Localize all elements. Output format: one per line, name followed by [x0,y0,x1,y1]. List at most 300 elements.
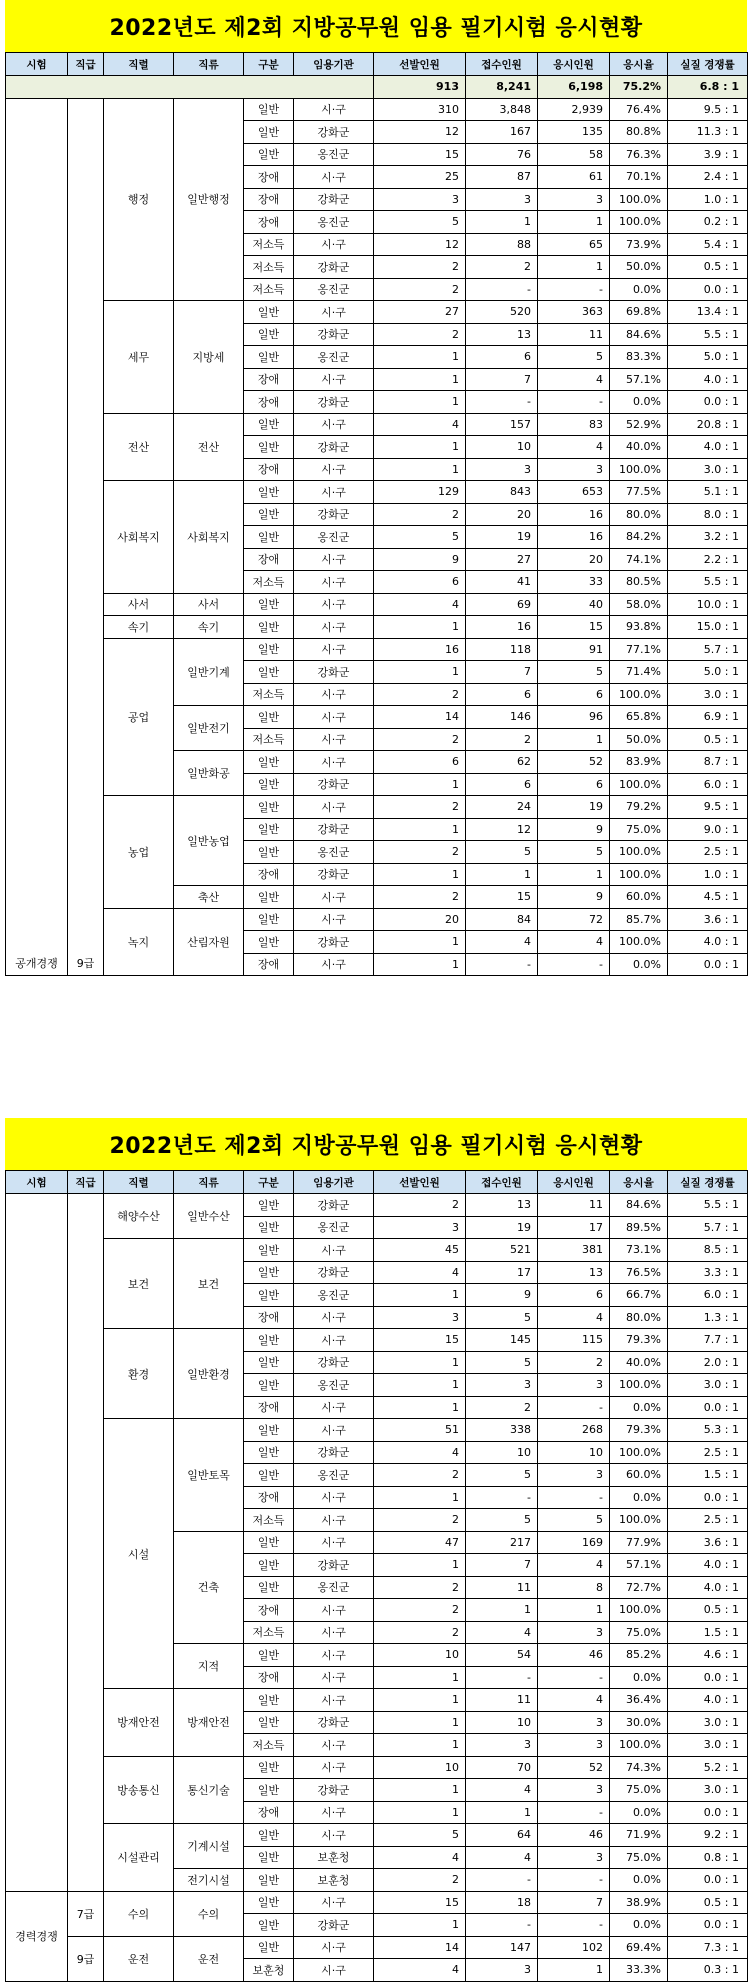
comp-cell: 0.8 : 1 [668,1846,748,1869]
att-cell: - [538,953,610,976]
sel-cell: 15 [374,1891,466,1914]
series-group-cell: 전산 [104,413,174,481]
type-cell: 일반 [244,526,294,549]
app-cell: 7 [466,368,538,391]
type-cell: 장애 [244,548,294,571]
agency-cell: 시·구 [294,1329,374,1352]
agency-cell: 시·구 [294,571,374,594]
sel-cell: 4 [374,1959,466,1982]
type-cell: 일반 [244,1441,294,1464]
agency-cell: 시·구 [294,1756,374,1779]
type-cell: 일반 [244,413,294,436]
rate-cell: 52.9% [610,413,668,436]
type-cell: 저소득 [244,1621,294,1644]
att-cell: 11 [538,1194,610,1217]
agency-cell: 시·구 [294,458,374,481]
app-cell: 9 [466,1284,538,1307]
table-row [6,98,748,121]
sheet-1 [5,0,747,976]
type-cell: 일반 [244,1329,294,1352]
sel-cell: 2 [374,256,466,279]
att-cell: - [538,1801,610,1824]
app-cell: 521 [466,1239,538,1262]
rate-cell: 85.2% [610,1644,668,1667]
agency-cell: 시·구 [294,886,374,909]
comp-cell: 2.5 : 1 [668,1441,748,1464]
app-cell: 2 [466,728,538,751]
type-cell: 장애 [244,1599,294,1622]
agency-cell: 시·구 [294,683,374,706]
total-sel: 913 [374,76,466,99]
att-cell: 46 [538,1644,610,1667]
app-cell: 4 [466,1779,538,1802]
rate-cell: 75.0% [610,1621,668,1644]
type-cell: 일반 [244,616,294,639]
exam-group-cell [6,1194,68,1892]
rate-cell: 65.8% [610,706,668,729]
comp-cell: 5.3 : 1 [668,1419,748,1442]
agency-cell: 시·구 [294,548,374,571]
class-group-cell: 전기시설 [174,1869,244,1892]
grade-group-cell: 9급 [68,1936,104,1981]
app-cell: 520 [466,301,538,324]
comp-cell: 0.0 : 1 [668,391,748,414]
sel-cell: 14 [374,1936,466,1959]
att-cell: - [538,1869,610,1892]
att-cell: 4 [538,368,610,391]
rate-cell: 84.6% [610,1194,668,1217]
total-row [6,76,748,99]
type-cell: 일반 [244,346,294,369]
app-cell: - [466,1869,538,1892]
sel-cell: 129 [374,481,466,504]
agency-cell: 옹진군 [294,211,374,234]
agency-cell: 시·구 [294,1666,374,1689]
att-cell: 653 [538,481,610,504]
att-cell: 9 [538,886,610,909]
comp-cell: 5.0 : 1 [668,661,748,684]
total-rate: 75.2% [610,76,668,99]
att-cell: 3 [538,1711,610,1734]
comp-cell: 0.0 : 1 [668,1869,748,1892]
class-group-cell: 지방세 [174,301,244,414]
header-applied: 접수인원 [466,53,538,76]
rate-cell: 100.0% [610,683,668,706]
type-cell: 장애 [244,1486,294,1509]
type-cell: 일반 [244,481,294,504]
comp-cell: 8.0 : 1 [668,503,748,526]
att-cell: 115 [538,1329,610,1352]
agency-cell: 시·구 [294,1621,374,1644]
agency-cell: 강화군 [294,863,374,886]
type-cell: 일반 [244,1936,294,1959]
sel-cell: 2 [374,796,466,819]
sel-cell: 2 [374,683,466,706]
agency-cell: 강화군 [294,121,374,144]
type-cell: 저소득 [244,278,294,301]
app-cell: 62 [466,751,538,774]
app-cell: 6 [466,773,538,796]
app-cell: 217 [466,1531,538,1554]
class-group-cell: 속기 [174,616,244,639]
agency-cell: 강화군 [294,818,374,841]
sel-cell: 3 [374,1216,466,1239]
sel-cell: 4 [374,413,466,436]
app-cell: - [466,1914,538,1937]
att-cell: 11 [538,323,610,346]
sel-cell: 310 [374,98,466,121]
exam-status-table [5,52,748,976]
sel-cell: 12 [374,233,466,256]
rate-cell: 100.0% [610,841,668,864]
att-cell: 5 [538,841,610,864]
sel-cell: 1 [374,1734,466,1757]
agency-cell: 강화군 [294,436,374,459]
comp-cell: 5.7 : 1 [668,638,748,661]
att-cell: 58 [538,143,610,166]
comp-cell: 6.0 : 1 [668,773,748,796]
comp-cell: 0.0 : 1 [668,1486,748,1509]
rate-cell: 100.0% [610,931,668,954]
agency-cell: 시·구 [294,1599,374,1622]
comp-cell: 3.0 : 1 [668,683,748,706]
type-cell: 장애 [244,458,294,481]
series-group-cell: 농업 [104,796,174,909]
comp-cell: 2.5 : 1 [668,1509,748,1532]
sel-cell: 10 [374,1644,466,1667]
rate-cell: 93.8% [610,616,668,639]
sheet-2 [5,1118,747,1982]
type-cell: 저소득 [244,683,294,706]
class-group-cell: 일반수산 [174,1194,244,1239]
app-cell: 11 [466,1576,538,1599]
sel-cell: 15 [374,1329,466,1352]
type-cell: 일반 [244,1576,294,1599]
agency-cell: 시·구 [294,1891,374,1914]
att-cell: 16 [538,503,610,526]
app-cell: 3,848 [466,98,538,121]
rate-cell: 72.7% [610,1576,668,1599]
table-row [6,1194,748,1217]
comp-cell: 13.4 : 1 [668,301,748,324]
rate-cell: 0.0% [610,953,668,976]
sel-cell: 1 [374,391,466,414]
app-cell: 338 [466,1419,538,1442]
rate-cell: 80.5% [610,571,668,594]
sel-cell: 1 [374,1351,466,1374]
header-type: 구분 [244,1171,294,1194]
comp-cell: 3.0 : 1 [668,458,748,481]
att-cell: 3 [538,1779,610,1802]
series-group-cell: 방재안전 [104,1689,174,1757]
type-cell: 저소득 [244,233,294,256]
class-group-cell: 수의 [174,1891,244,1936]
att-cell: 3 [538,1734,610,1757]
sel-cell: 3 [374,188,466,211]
sel-cell: 2 [374,323,466,346]
agency-cell: 시·구 [294,1644,374,1667]
agency-cell: 강화군 [294,1261,374,1284]
app-cell: 5 [466,1351,538,1374]
header-rate: 응시율 [610,53,668,76]
sel-cell: 16 [374,638,466,661]
sel-cell: 2 [374,1576,466,1599]
app-cell: 6 [466,683,538,706]
agency-cell: 시·구 [294,728,374,751]
sel-cell: 12 [374,121,466,144]
comp-cell: 3.9 : 1 [668,143,748,166]
rate-cell: 69.8% [610,301,668,324]
type-cell: 일반 [244,1531,294,1554]
att-cell: 2 [538,1351,610,1374]
rate-cell: 36.4% [610,1689,668,1712]
app-cell: 5 [466,1464,538,1487]
type-cell: 일반 [244,143,294,166]
rate-cell: 33.3% [610,1959,668,1982]
comp-cell: 7.7 : 1 [668,1329,748,1352]
agency-cell: 시·구 [294,1734,374,1757]
comp-cell: 0.0 : 1 [668,953,748,976]
sel-cell: 1 [374,616,466,639]
comp-cell: 5.1 : 1 [668,481,748,504]
agency-cell: 시·구 [294,1239,374,1262]
rate-cell: 60.0% [610,886,668,909]
att-cell: 65 [538,233,610,256]
comp-cell: 3.0 : 1 [668,1779,748,1802]
rate-cell: 77.1% [610,638,668,661]
agency-cell: 시·구 [294,233,374,256]
att-cell: 268 [538,1419,610,1442]
agency-cell: 보훈청 [294,1846,374,1869]
type-cell: 일반 [244,638,294,661]
type-cell: 일반 [244,301,294,324]
app-cell: 24 [466,796,538,819]
app-cell: 5 [466,841,538,864]
att-cell: 15 [538,616,610,639]
rate-cell: 100.0% [610,1509,668,1532]
class-group-cell: 기계시설 [174,1824,244,1869]
app-cell: 10 [466,436,538,459]
comp-cell: 2.4 : 1 [668,166,748,189]
class-group-cell: 일반농업 [174,796,244,886]
agency-cell: 강화군 [294,1914,374,1937]
sel-cell: 1 [374,368,466,391]
series-group-cell: 공업 [104,638,174,796]
app-cell: - [466,1486,538,1509]
type-cell: 보훈청 [244,1959,294,1982]
agency-cell: 시·구 [294,908,374,931]
agency-cell: 시·구 [294,1419,374,1442]
table-row [6,796,748,819]
att-cell: 3 [538,188,610,211]
sel-cell: 2 [374,1599,466,1622]
att-cell: 7 [538,1891,610,1914]
class-group-cell: 일반기계 [174,638,244,706]
sel-cell: 47 [374,1531,466,1554]
rate-cell: 70.1% [610,166,668,189]
att-cell: 381 [538,1239,610,1262]
rate-cell: 58.0% [610,593,668,616]
type-cell: 장애 [244,953,294,976]
rate-cell: 100.0% [610,863,668,886]
agency-cell: 강화군 [294,661,374,684]
header-grade: 직급 [68,53,104,76]
series-group-cell: 방송통신 [104,1756,174,1824]
app-cell: 87 [466,166,538,189]
rate-cell: 100.0% [610,1441,668,1464]
class-group-cell: 보건 [174,1239,244,1329]
rate-cell: 100.0% [610,1599,668,1622]
rate-cell: 80.8% [610,121,668,144]
comp-cell: 3.0 : 1 [668,1711,748,1734]
app-cell: 17 [466,1261,538,1284]
comp-cell: 0.3 : 1 [668,1959,748,1982]
type-cell: 장애 [244,211,294,234]
comp-cell: 0.0 : 1 [668,1801,748,1824]
header-exam: 시험 [6,53,68,76]
comp-cell: 5.0 : 1 [668,346,748,369]
comp-cell: 4.0 : 1 [668,368,748,391]
att-cell: 1 [538,863,610,886]
app-cell: 5 [466,1306,538,1329]
comp-cell: 2.0 : 1 [668,1351,748,1374]
type-cell: 장애 [244,1666,294,1689]
sel-cell: 6 [374,571,466,594]
app-cell: - [466,278,538,301]
app-cell: 84 [466,908,538,931]
type-cell: 일반 [244,1846,294,1869]
app-cell: 1 [466,863,538,886]
rate-cell: 76.5% [610,1261,668,1284]
rate-cell: 100.0% [610,773,668,796]
sel-cell: 1 [374,1396,466,1419]
series-group-cell: 사서 [104,593,174,616]
header-type: 구분 [244,53,294,76]
series-group-cell: 시설 [104,1419,174,1689]
rate-cell: 0.0% [610,278,668,301]
comp-cell: 3.0 : 1 [668,1734,748,1757]
sel-cell: 2 [374,1464,466,1487]
series-group-cell: 세무 [104,301,174,414]
app-cell: 3 [466,188,538,211]
comp-cell: 4.0 : 1 [668,1554,748,1577]
comp-cell: 0.0 : 1 [668,1396,748,1419]
app-cell: 27 [466,548,538,571]
agency-cell: 시·구 [294,638,374,661]
comp-cell: 8.7 : 1 [668,751,748,774]
att-cell: 72 [538,908,610,931]
app-cell: 88 [466,233,538,256]
rate-cell: 71.9% [610,1824,668,1847]
comp-cell: 2.5 : 1 [668,841,748,864]
att-cell: 1 [538,1959,610,1982]
comp-cell: 0.2 : 1 [668,211,748,234]
agency-cell: 옹진군 [294,1216,374,1239]
att-cell: 169 [538,1531,610,1554]
class-group-cell: 일반환경 [174,1329,244,1419]
rate-cell: 100.0% [610,188,668,211]
type-cell: 일반 [244,1261,294,1284]
agency-cell: 강화군 [294,391,374,414]
agency-cell: 시·구 [294,1509,374,1532]
agency-cell: 강화군 [294,503,374,526]
app-cell: 20 [466,503,538,526]
class-group-cell: 사서 [174,593,244,616]
type-cell: 장애 [244,1396,294,1419]
type-cell: 장애 [244,188,294,211]
att-cell: 5 [538,1509,610,1532]
comp-cell: 5.5 : 1 [668,1194,748,1217]
table-row [6,1756,748,1779]
agency-cell: 강화군 [294,188,374,211]
sel-cell: 4 [374,1441,466,1464]
agency-cell: 강화군 [294,1194,374,1217]
sel-cell: 10 [374,1756,466,1779]
type-cell: 일반 [244,436,294,459]
comp-cell: 3.6 : 1 [668,1531,748,1554]
total-comp: 6.8 : 1 [668,76,748,99]
class-group-cell: 축산 [174,886,244,909]
total-app: 8,241 [466,76,538,99]
sel-cell: 2 [374,1509,466,1532]
app-cell: 19 [466,1216,538,1239]
app-cell: 7 [466,1554,538,1577]
comp-cell: 5.4 : 1 [668,233,748,256]
sheet-title: 2022년도 제2회 지방공무원 임용 필기시험 응시현황 [5,0,747,52]
att-cell: 135 [538,121,610,144]
header-agency: 임용기관 [294,53,374,76]
rate-cell: 80.0% [610,503,668,526]
agency-cell: 옹진군 [294,1284,374,1307]
att-cell: 4 [538,1689,610,1712]
type-cell: 일반 [244,1194,294,1217]
att-cell: 19 [538,796,610,819]
app-cell: 13 [466,323,538,346]
header-class: 직류 [174,53,244,76]
sel-cell: 1 [374,1779,466,1802]
att-cell: 3 [538,1464,610,1487]
rate-cell: 100.0% [610,1374,668,1397]
type-cell: 일반 [244,931,294,954]
type-cell: 일반 [244,1351,294,1374]
sel-cell: 5 [374,211,466,234]
agency-cell: 시·구 [294,706,374,729]
app-cell: 16 [466,616,538,639]
header-selected: 선발인원 [374,1171,466,1194]
rate-cell: 79.3% [610,1419,668,1442]
att-cell: - [538,1396,610,1419]
type-cell: 일반 [244,1711,294,1734]
att-cell: 102 [538,1936,610,1959]
header-selected: 선발인원 [374,53,466,76]
comp-cell: 4.0 : 1 [668,436,748,459]
sel-cell: 1 [374,1374,466,1397]
series-group-cell: 사회복지 [104,481,174,594]
att-cell: 6 [538,683,610,706]
comp-cell: 5.2 : 1 [668,1756,748,1779]
app-cell: 19 [466,526,538,549]
agency-cell: 시·구 [294,953,374,976]
comp-cell: 4.5 : 1 [668,886,748,909]
header-competition: 실질 경쟁률 [668,1171,748,1194]
agency-cell: 시·구 [294,1689,374,1712]
comp-cell: 4.0 : 1 [668,931,748,954]
app-cell: 10 [466,1711,538,1734]
app-cell: 7 [466,661,538,684]
rate-cell: 40.0% [610,436,668,459]
header-class: 직류 [174,1171,244,1194]
comp-cell: 9.2 : 1 [668,1824,748,1847]
